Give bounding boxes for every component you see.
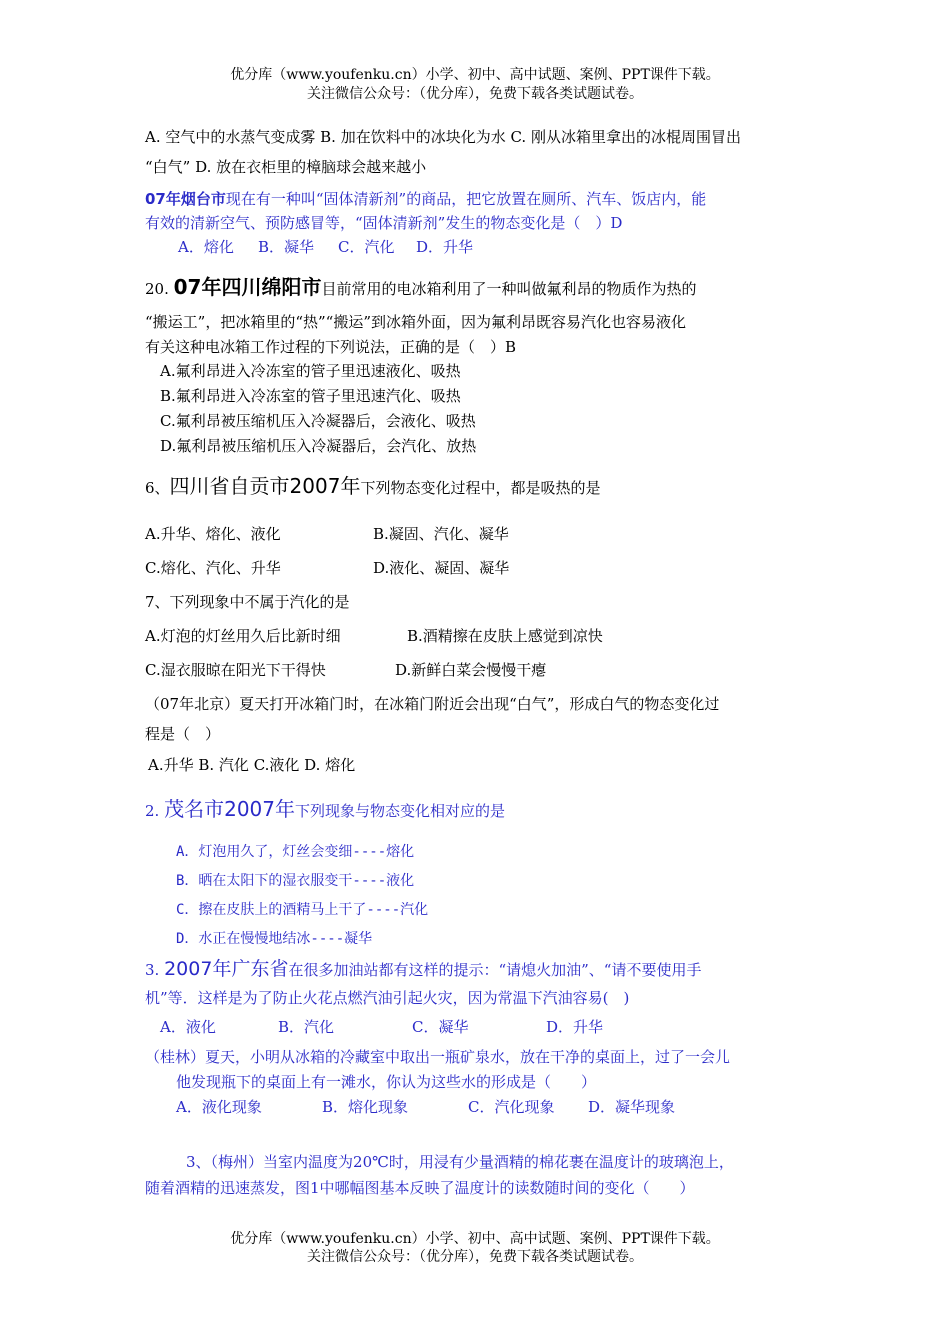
q-zigong-line [145,473,600,501]
q-mianyang-num: 20. [145,280,169,298]
q-maoming-option-a: A．灯泡用久了，灯丝会变细----熔化 [176,844,415,860]
q-guilin-option-c: C．汽化现象 [468,1098,555,1116]
q-zigong-option-c: C.熔化、汽化、升华 [145,559,281,577]
q-guilin-option-a: A．液化现象 [176,1098,262,1116]
q-mianyang-option-a: A.氟利昂进入冷冻室的管子里迅速液化、吸热 [160,362,461,380]
q-yantai-source: 07年烟台市 [145,190,226,208]
q-maoming-option-b: B．晒在太阳下的湿衣服变干----液化 [176,873,415,889]
q-beijing-line-1: （07年北京）夏天打开冰箱门时，在冰箱门附近会出现“白气”，形成白气的物态变化过 [145,695,720,713]
q-zigong-num: 6、 [145,479,170,497]
q-yantai-option-b: B．凝华 [258,238,315,256]
q-a-line-1: A. 空气中的水蒸气变成雾 B. 加在饮料中的冰块化为水 C. 刚从冰箱里拿出的冰棍周围冒出 [145,128,741,146]
q-guangdong-option-c: C．凝华 [412,1018,469,1036]
q-beijing-options: A.升华 B. 汽化 C.液化 D. 熔化 [148,756,356,774]
q-maoming-line [145,796,505,824]
q-zigong-option-b: B.凝固、汽化、凝华 [373,525,509,543]
q-mianyang-source: 07年四川绵阳市 [173,275,322,299]
header-line-2: 关注微信公众号：（优分库），免费下载各类试题试卷。 [307,86,643,102]
q-guangdong-line-1 [145,957,701,982]
q-mianyang-line-2: “搬运工”，把冰箱里的“热”“搬运”到冰箱外面，因为氟利昂既容易汽化也容易液化 [145,313,687,331]
q-yantai-option-a: A．熔化 [178,238,234,256]
q-a-line-2: “白气” D. 放在衣柜里的樟脑球会越来越小 [145,158,427,176]
q-mianyang-option-c: C.氟利昂被压缩机压入冷凝器后，会液化、吸热 [160,412,476,430]
footer-line-1: 优分库（www.youfenku.cn）小学、初中、高中试题、案例、PPT课件下载。 [230,1231,720,1247]
q-yantai-line-1 [145,189,706,209]
q-mianyang-text-1: 目前常用的电冰箱利用了一种叫做氟利昂的物质作为热的 [321,280,697,298]
q-zigong-source: 四川省自贡市2007年 [169,474,361,498]
q7-option-c: C.湿衣服晾在阳光下干得快 [145,661,326,679]
q-guangdong-option-a: A．液化 [160,1018,216,1036]
q-maoming-num: 2. [145,802,160,820]
q-mianyang-line-3: 有关这种电冰箱工作过程的下列说法，正确的是（ ）B [145,338,517,356]
q-zigong-option-a: A.升华、熔化、液化 [145,525,281,543]
q-mianyang-option-d: D.氟利昂被压缩机压入冷凝器后，会汽化、放热 [160,437,477,455]
q-guilin-option-d: D．凝华现象 [588,1098,676,1116]
q-zigong-text: 下列物态变化过程中，都是吸热的是 [360,479,601,497]
q-beijing-line-2: 程是（ ） [145,725,221,743]
q-maoming-text: 下列现象与物态变化相对应的是 [295,802,506,820]
footer-line-2: 关注微信公众号：（优分库），免费下载各类试题试卷。 [307,1249,643,1265]
q-guangdong-option-b: B．汽化 [278,1018,335,1036]
q-yantai-line-2: 有效的清新空气、预防感冒等，“固体清新剂”发生的物态变化是（ ）D [145,214,623,232]
header-line-1: 优分库（www.youfenku.cn）小学、初中、高中试题、案例、PPT课件下载。 [230,67,720,83]
q7-option-a: A.灯泡的灯丝用久后比新时细 [145,627,341,645]
q-guangdong-num: 3. [145,961,160,979]
q-guilin-option-b: B．熔化现象 [322,1098,409,1116]
q-meizhou-line-2: 随着酒精的迅速蒸发，图1中哪幅图基本反映了温度计的读数随时间的变化（ ） [145,1179,695,1197]
q-guilin-line-2: 他发现瓶下的桌面上有一滩水，你认为这些水的形成是（ ） [176,1073,597,1091]
q-guilin-line-1: （桂林）夏天，小明从冰箱的冷藏室中取出一瓶矿泉水，放在干净的桌面上，过了一会儿 [145,1048,731,1066]
q-guangdong-text-1: 在很多加油站都有这样的提示：“请熄火加油”、“请不要使用手 [288,961,702,979]
q-guangdong-option-d: D．升华 [546,1018,604,1036]
q7-option-b: B.酒精擦在皮肤上感觉到凉快 [407,627,603,645]
q-mianyang-option-b: B.氟利昂进入冷冻室的管子里迅速汽化、吸热 [160,387,461,405]
q-yantai-text-1: 现在有一种叫“固体清新剂”的商品，把它放置在厕所、汽车、饭店内，能 [225,190,707,208]
q-yantai-option-d: D．升华 [416,238,474,256]
q-mianyang-line-1 [145,274,697,302]
q-guangdong-source: 2007年广东省 [164,958,289,980]
q7-text: 7、下列现象中不属于汽化的是 [145,593,350,611]
q-maoming-option-d: D．水正在慢慢地结冰----凝华 [176,931,373,947]
q-yantai-option-c: C．汽化 [338,238,395,256]
q7-option-d: D.新鲜白菜会慢慢干瘪 [395,661,547,679]
q-maoming-source: 茂名市2007年 [164,797,295,821]
q-zigong-option-d: D.液化、凝固、凝华 [373,559,510,577]
q-meizhou-line-1: 3、（梅州）当室内温度为20℃时，用浸有少量酒精的棉花裹在温度计的玻璃泡上， [186,1153,734,1171]
q-maoming-option-c: C．擦在皮肤上的酒精马上干了----汽化 [176,902,429,918]
q-guangdong-line-2: 机”等．这样是为了防止火花点燃汽油引起火灾，因为常温下汽油容易( ) [145,989,630,1007]
